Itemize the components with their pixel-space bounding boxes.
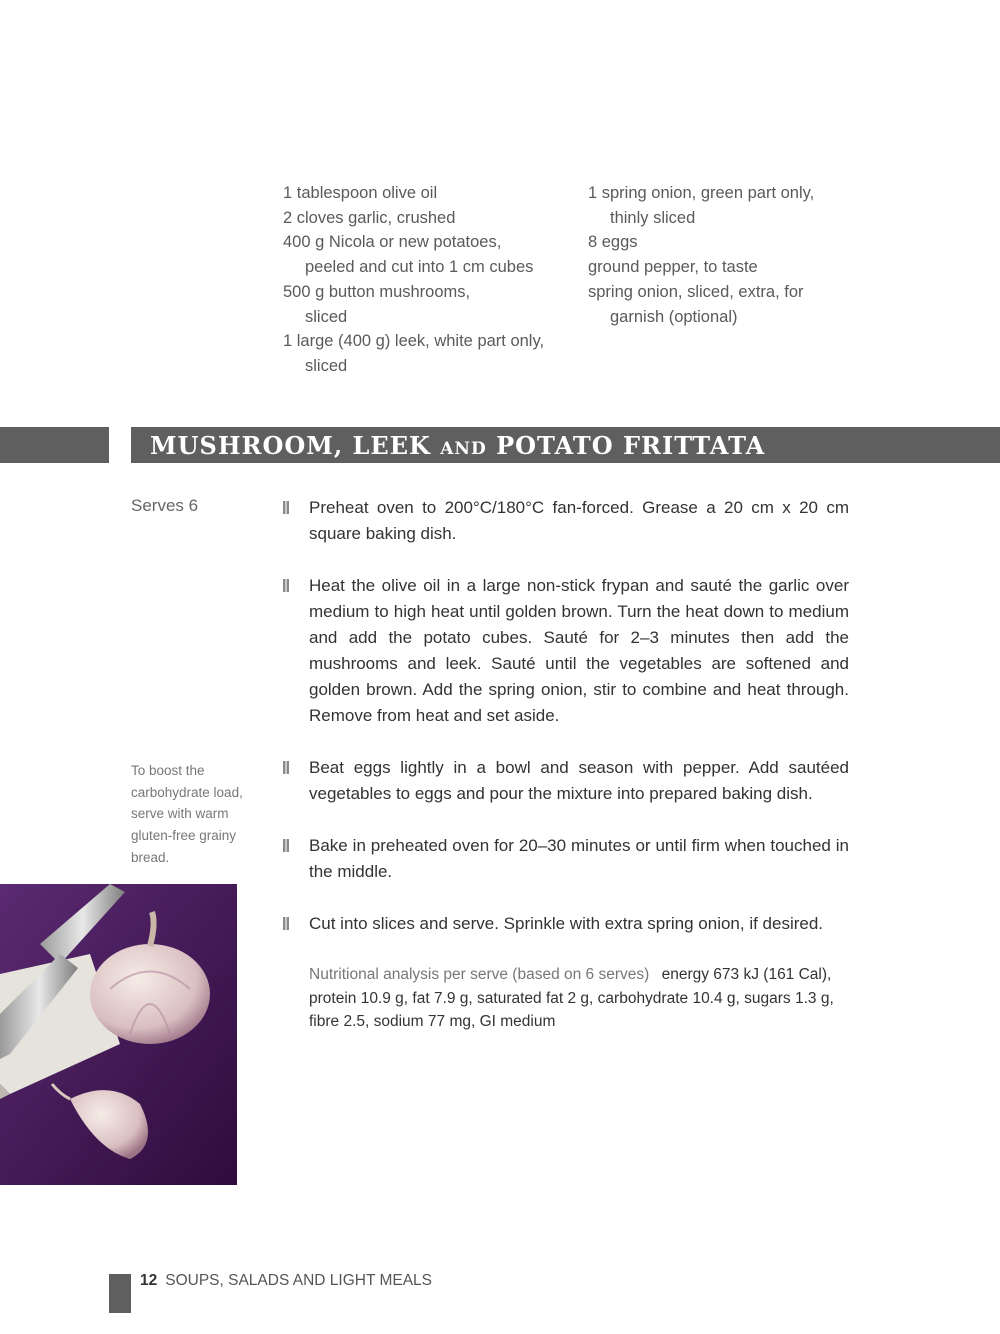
page-footer	[140, 1272, 432, 1290]
ingredient-line: 1 tablespoon olive oil	[283, 184, 438, 202]
ingredient-item	[283, 181, 573, 206]
recipe-title-bar	[131, 427, 1000, 463]
bullet-icon	[283, 839, 289, 852]
ingredient-item	[588, 255, 848, 280]
footer-accent-bar	[109, 1274, 131, 1313]
method-step	[283, 495, 849, 547]
nutrition-info	[309, 963, 849, 1034]
ingredient-continuation: sliced	[305, 307, 348, 326]
ingredient-line: 1 large (400 g) leek, white part only,	[283, 332, 545, 351]
ingredient-line: 2 cloves garlic, crushed	[283, 208, 456, 227]
ingredient-item	[283, 329, 573, 378]
step-text: Bake in preheated oven for 20–30 minutes or until firm when touched in the middle.	[309, 836, 849, 881]
title-connector: AND	[440, 438, 487, 459]
ingredients-column-1	[283, 181, 573, 379]
recipe-title	[150, 431, 765, 460]
garlic-photo-icon	[0, 884, 237, 1185]
ingredient-item	[588, 181, 848, 230]
ingredient-line: 1 spring onion, green part only,	[588, 184, 815, 202]
method-step	[283, 911, 849, 937]
step-text: Heat the olive oil in a large non-stick frypan and sauté the garlic over medium to high heat until golden brown. Turn the heat down to medium and add the potato cubes. Sauté for 2–3 minutes then add the mushrooms and leek. Sauté until the vegetables are softened and golden brown. Add the spring onion, stir to combine and heat through. Remove from heat and set aside.	[309, 576, 849, 725]
ingredient-continuation: peeled and cut into 1 cm cubes	[305, 258, 534, 277]
nutrition-values: energy 673 kJ (161 Cal), protein 10.9 g, fat 7.9 g, saturated fat 2 g, carbohydrate 10.4 g, sugars 1.3 g, fibre 2.5, sodium 77 mg, GI medium	[309, 966, 834, 1030]
tip-note: To boost the carbohydrate load, serve with warm gluten-free grainy bread.	[131, 763, 243, 865]
bullet-icon	[283, 917, 289, 930]
title-part-1: MUSHROOM, LEEK	[150, 430, 431, 460]
ingredient-continuation: garnish (optional)	[610, 307, 738, 326]
ingredient-line: 8 eggs	[588, 233, 638, 252]
method-steps	[283, 495, 849, 963]
ingredient-item	[588, 280, 848, 329]
step-text: Beat eggs lightly in a bowl and season with pepper. Add sautéed vegetables to eggs and pour the mixture into prepared baking dish.	[309, 758, 849, 803]
ingredient-line: spring onion, sliced, extra, for	[588, 282, 804, 301]
ingredients-column-2	[588, 181, 848, 329]
method-step	[283, 755, 849, 807]
garlic-and-knife-photo	[0, 884, 237, 1185]
ingredient-line: 400 g Nicola or new potatoes,	[283, 233, 502, 252]
nutrition-label: Nutritional analysis per serve (based on 6 serves)	[309, 966, 650, 983]
title-part-2: POTATO FRITTATA	[496, 430, 766, 460]
section-title: SOUPS, SALADS AND LIGHT MEALS	[165, 1272, 432, 1289]
bullet-icon	[283, 579, 289, 592]
step-text: Preheat oven to 200°C/180°C fan-forced. Grease a 20 cm x 20 cm square baking dish.	[309, 498, 849, 543]
ingredient-item	[588, 230, 848, 255]
ingredient-line: 500 g button mushrooms,	[283, 282, 471, 301]
ingredient-continuation: sliced	[305, 356, 348, 375]
bullet-icon	[283, 761, 289, 774]
serves-label: Serves 6	[131, 496, 199, 515]
title-bar-accent	[0, 427, 109, 463]
page-number: 12	[140, 1272, 158, 1289]
step-text: Cut into slices and serve. Sprinkle with extra spring onion, if desired.	[309, 914, 824, 933]
method-step	[283, 833, 849, 885]
ingredient-item	[283, 280, 573, 329]
ingredient-continuation: thinly sliced	[610, 208, 696, 227]
ingredient-item	[283, 230, 573, 279]
ingredient-item	[283, 206, 573, 231]
method-step	[283, 573, 849, 729]
ingredient-line: ground pepper, to taste	[588, 258, 758, 277]
bullet-icon	[283, 501, 289, 514]
